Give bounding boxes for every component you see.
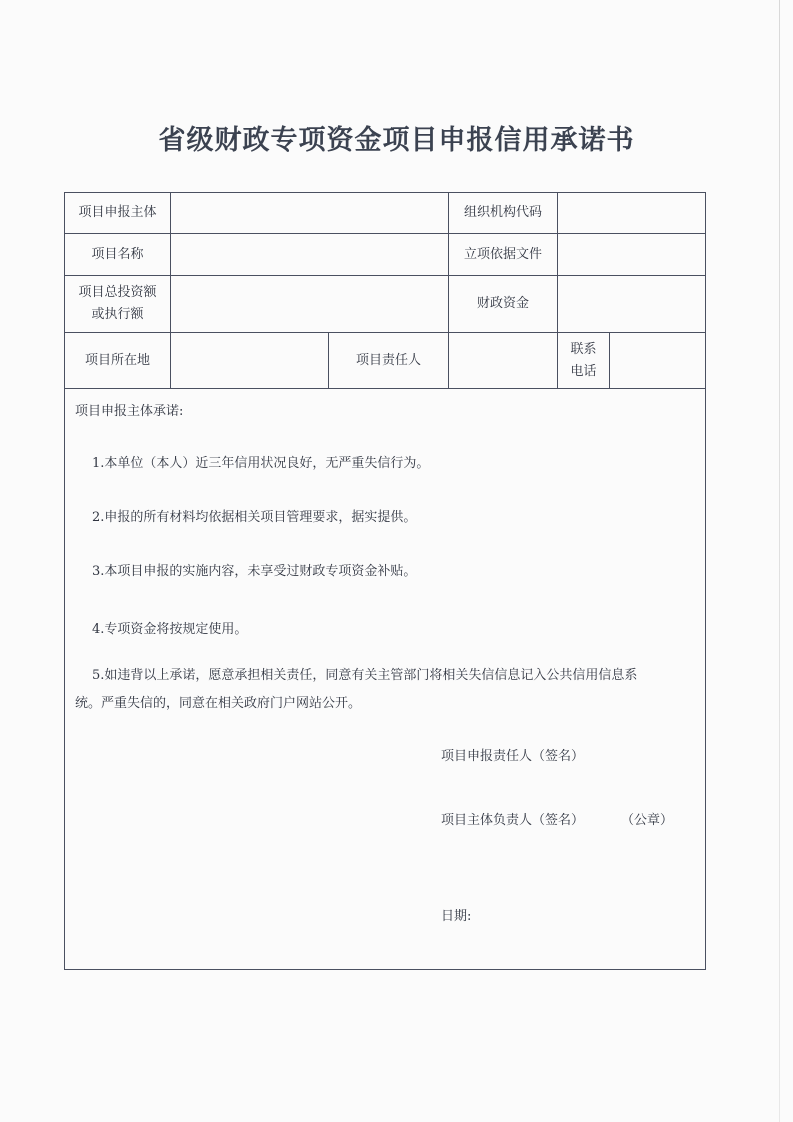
contact-label	[558, 333, 609, 388]
commitment-item-4: 4.专项资金将按规定使用。	[92, 622, 248, 637]
total-invest-label	[65, 276, 170, 332]
commitment-form	[64, 192, 706, 970]
subject-signature-label: 项目主体负责人（签名）	[441, 813, 585, 828]
contact-phone-field[interactable]	[610, 333, 705, 388]
basis-doc-field[interactable]	[558, 234, 705, 275]
page-title: 省级财政专项资金项目申报信用承诺书	[158, 125, 635, 156]
commitment-item-1: 1.本单位（本人）近三年信用状况良好，无严重失信行为。	[92, 456, 430, 471]
project-name-field[interactable]	[171, 234, 448, 275]
fiscal-fund-field[interactable]	[558, 276, 705, 332]
date-label: 日期:	[441, 909, 472, 924]
commitment-item-3: 3.本项目申报的实施内容，未享受过财政专项资金补贴。	[92, 564, 417, 579]
commitment-heading: 项目申报主体承诺:	[75, 404, 184, 419]
applicant-field[interactable]	[171, 193, 448, 233]
contact-label-line2: 电话	[570, 363, 597, 379]
commitment-item-5-line1: 5.如违背以上承诺，愿意承担相关责任，同意有关主管部门将相关失信信息记入公共信用信息系	[92, 668, 638, 683]
location-field[interactable]	[171, 333, 328, 388]
applicant-signature-label: 项目申报责任人（签名）	[441, 749, 585, 764]
official-seal-label: （公章）	[621, 813, 674, 828]
fiscal-fund-label: 财政资金	[476, 296, 529, 311]
person-in-charge-label: 项目责任人	[355, 352, 421, 368]
basis-doc-label: 立项依据文件	[463, 246, 542, 262]
project-name-label: 项目名称	[91, 246, 144, 262]
org-code-label: 组织机构代码	[463, 205, 542, 220]
page-edge-shadow	[779, 0, 780, 1122]
location-label: 项目所在地	[84, 352, 150, 368]
org-code-field[interactable]	[558, 193, 705, 233]
person-in-charge-field[interactable]	[449, 333, 557, 388]
row-divider	[65, 388, 705, 389]
total-invest-label-line2: 或执行额	[91, 307, 144, 322]
commitment-item-2: 2.申报的所有材料均依据相关项目管理要求，据实提供。	[92, 510, 417, 525]
total-invest-label-line1: 项目总投资额	[78, 285, 157, 300]
commitment-item-5-line2: 统。严重失信的，同意在相关政府门户网站公开。	[75, 696, 362, 711]
total-invest-field[interactable]	[171, 276, 448, 332]
applicant-label: 项目申报主体	[78, 205, 157, 220]
contact-label-line1: 联系	[570, 341, 597, 357]
